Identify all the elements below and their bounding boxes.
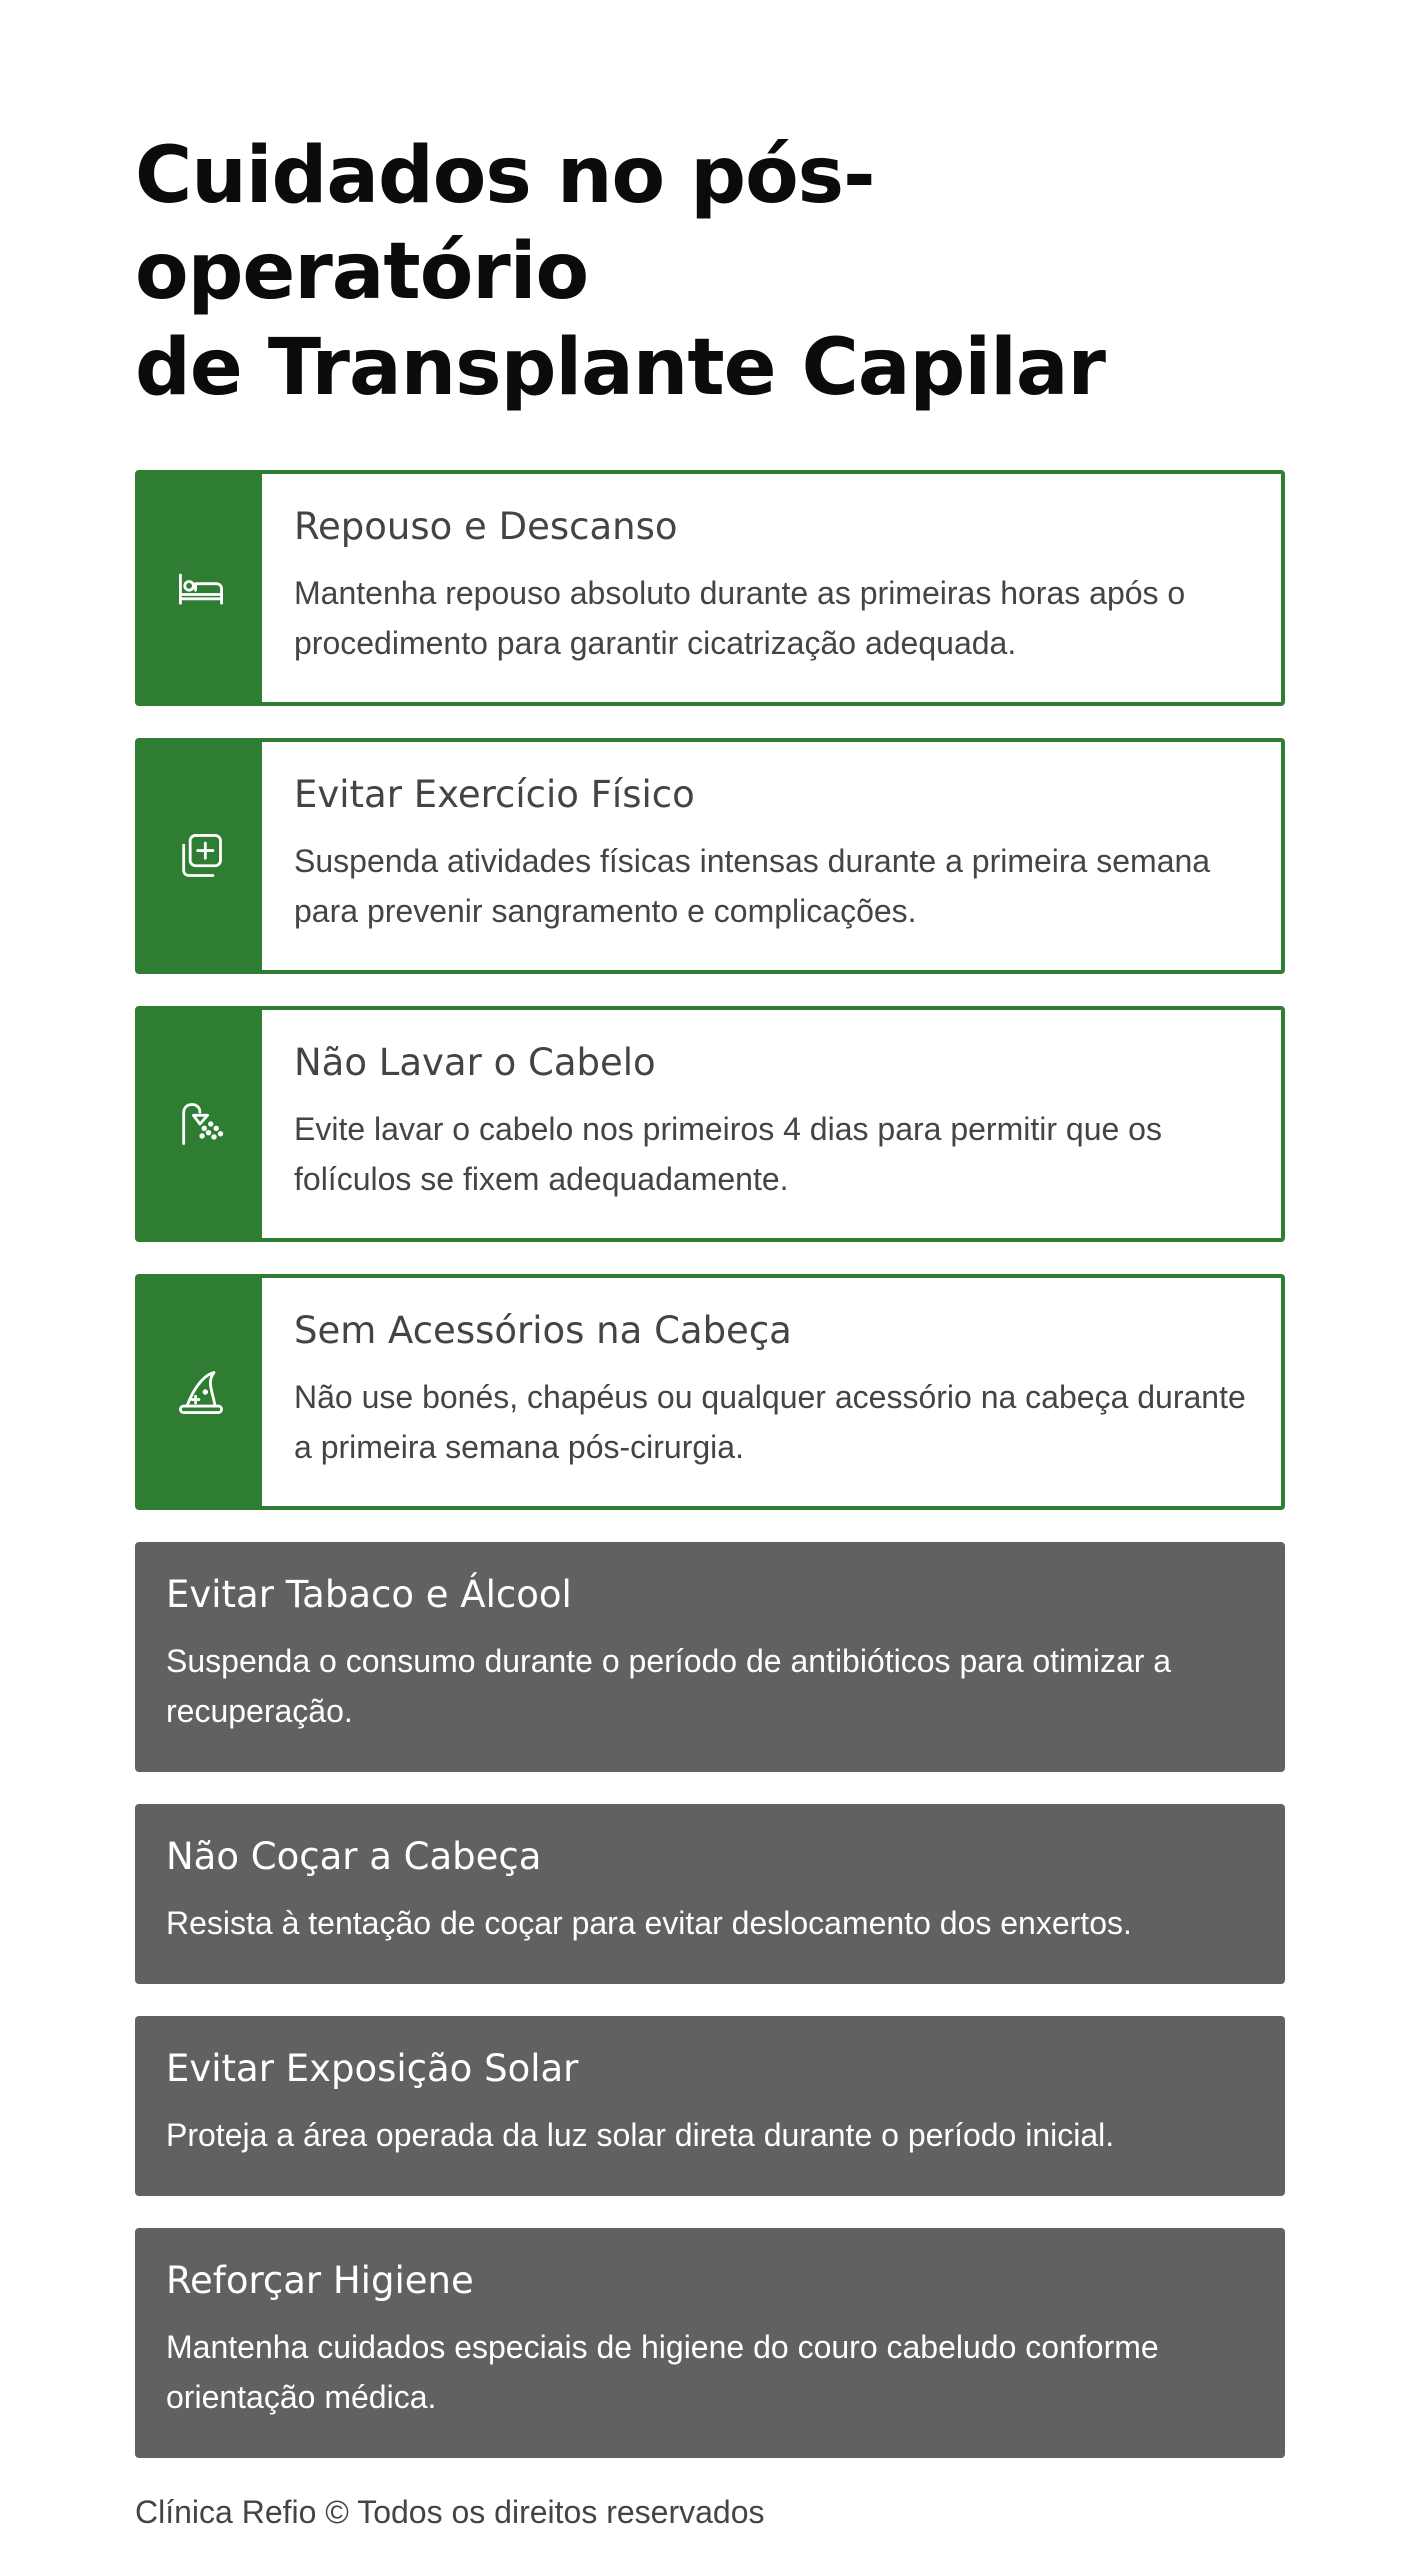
card-text: Proteja a área operada da luz solar direta durante o período inicial. — [166, 2117, 1115, 2153]
card-text: Mantenha repouso absoluto durante as primeiras horas após o procedimento para garantir cicatrização adequada. — [294, 575, 1186, 661]
card-text: Resista à tentação de coçar para evitar deslocamento dos enxertos. — [166, 1905, 1132, 1941]
card-title: Repouso e Descanso — [294, 505, 678, 548]
care-card-higiene — [135, 2228, 1285, 2458]
card-text: Suspenda atividades físicas intensas durante a primeira semana para prevenir sangramento e complicações. — [294, 843, 1211, 929]
care-card-solar — [135, 2016, 1285, 2196]
footer-copyright: Clínica Refio © Todos os direitos reservados — [135, 2494, 765, 2530]
shower-icon — [175, 1098, 227, 1150]
card-body — [262, 1278, 1281, 1506]
icon-panel — [139, 1278, 262, 1506]
icon-panel — [139, 474, 262, 702]
card-text: Suspenda o consumo durante o período de antibióticos para otimizar a recuperação. — [166, 1643, 1172, 1729]
page-title-line-2: de Transplante Capilar — [135, 323, 1105, 413]
card-title: Evitar Exposição Solar — [166, 2047, 579, 2090]
page-title-line-1: Cuidados no pós-operatório — [135, 131, 875, 317]
card-text: Mantenha cuidados especiais de higiene do couro cabeludo conforme orientação médica. — [166, 2329, 1159, 2415]
card-title: Evitar Tabaco e Álcool — [166, 1573, 572, 1616]
medical-cross-icon — [175, 830, 227, 882]
icon-panel — [139, 742, 262, 970]
care-card-acessorios — [135, 1274, 1285, 1510]
card-text: Não use bonés, chapéus ou qualquer acessório na cabeça durante a primeira semana pós-cirurgia. — [294, 1379, 1246, 1465]
card-title: Não Coçar a Cabeça — [166, 1835, 542, 1878]
icon-panel — [139, 1010, 262, 1238]
care-card-tabaco — [135, 1542, 1285, 1772]
care-card-lavar — [135, 1006, 1285, 1242]
card-body — [262, 742, 1281, 970]
card-title: Não Lavar o Cabelo — [294, 1041, 656, 1084]
card-title: Sem Acessórios na Cabeça — [294, 1309, 792, 1352]
card-title: Evitar Exercício Físico — [294, 773, 695, 816]
care-card-repouso — [135, 470, 1285, 706]
card-text: Evite lavar o cabelo nos primeiros 4 dias para permitir que os folículos se fixem adequadamente. — [294, 1111, 1162, 1197]
card-title: Reforçar Higiene — [166, 2259, 474, 2302]
bed-icon — [175, 562, 227, 614]
page-title — [135, 128, 1275, 416]
care-card-exercicio — [135, 738, 1285, 974]
card-body — [262, 474, 1281, 702]
hat-icon — [175, 1366, 227, 1418]
care-list — [135, 470, 1285, 2458]
card-body — [262, 1010, 1281, 1238]
care-card-cocar — [135, 1804, 1285, 1984]
